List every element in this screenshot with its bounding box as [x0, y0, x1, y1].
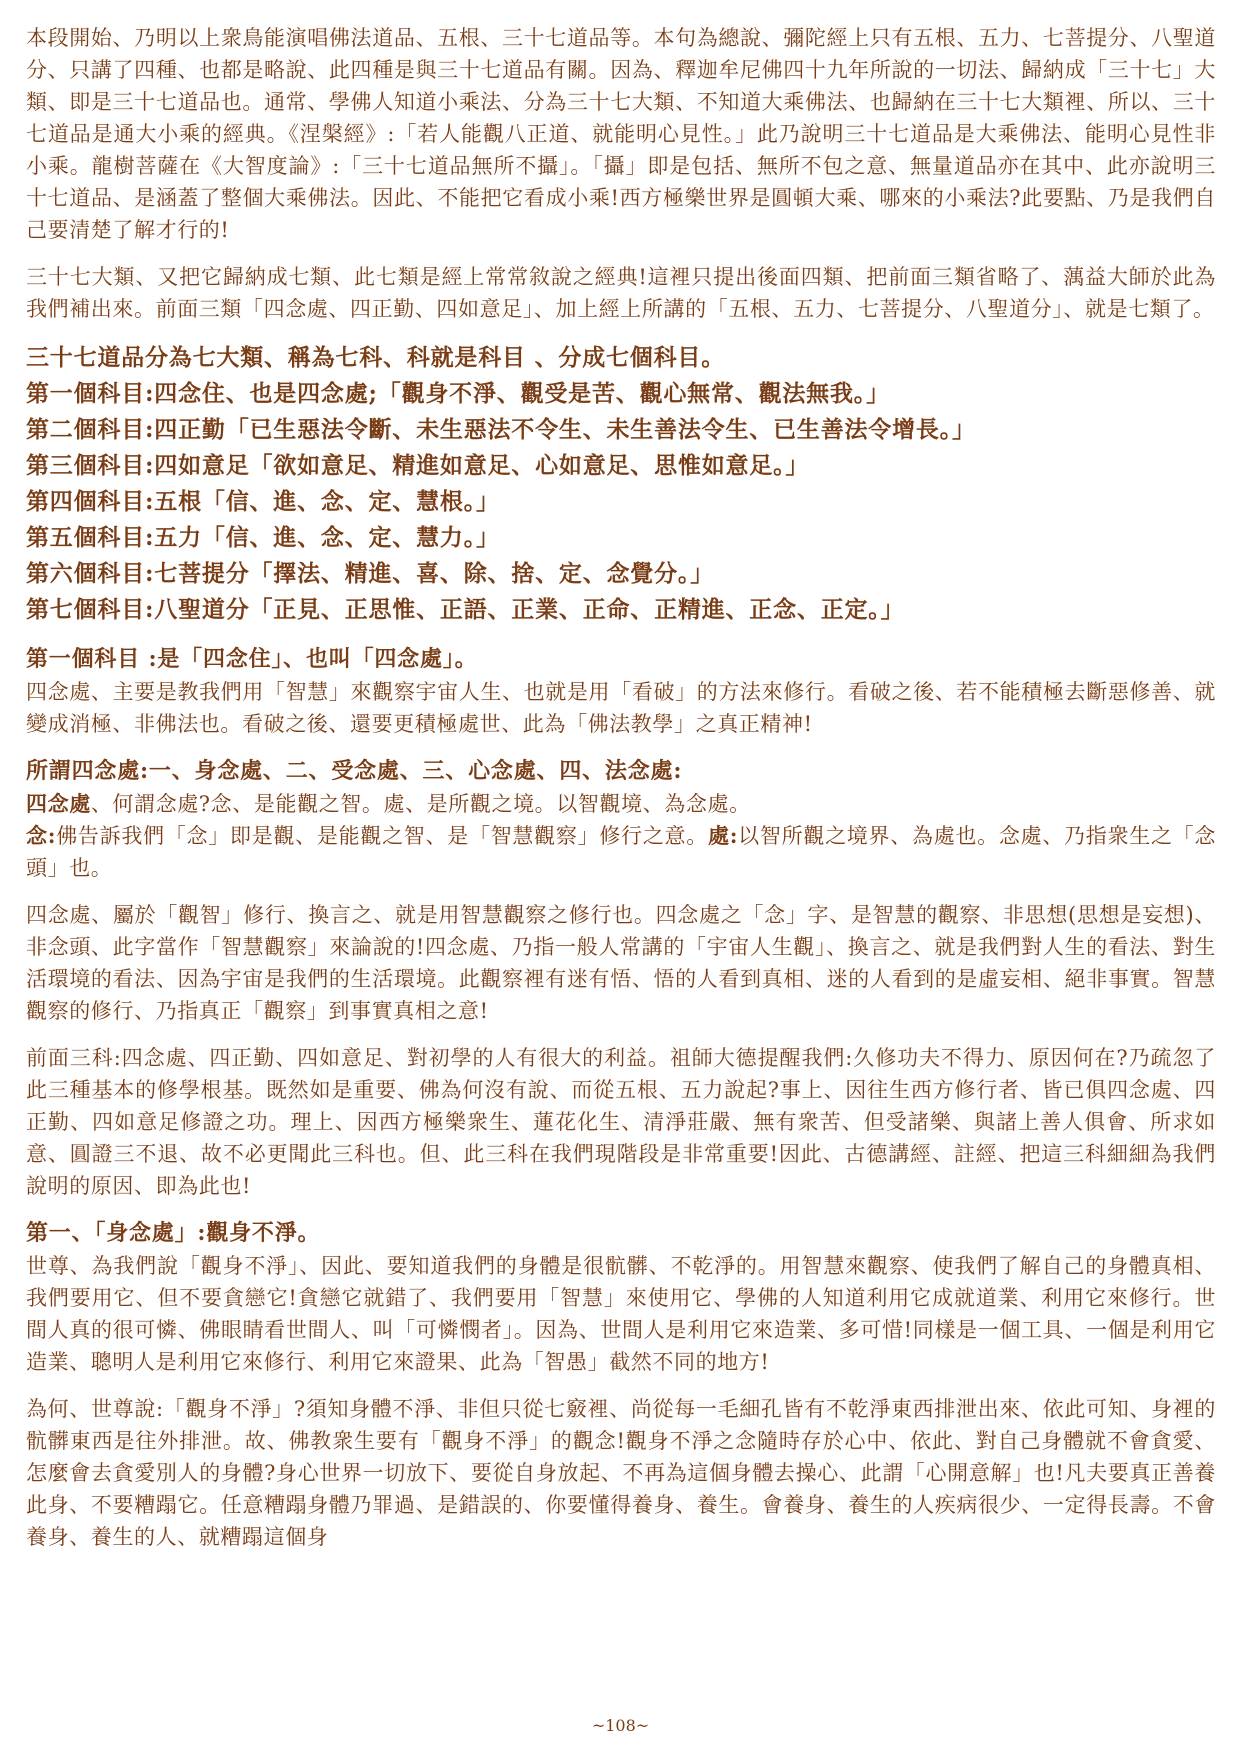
section-paragraph: 四念處、主要是教我們用「智慧」來觀察宇宙人生、也就是用「看破」的方法來修行。看破之後、若不能積極去斷惡修善、就變成消極、非佛法也。看破之後、還要更積極處世、此為「佛法教學」之真正精神!	[26, 680, 1216, 736]
document-body	[26, 22, 1216, 1553]
section-body-mindfulness	[26, 1217, 1216, 1378]
section-four-mindfulness	[26, 643, 1216, 740]
term-label: 四念處	[26, 791, 91, 816]
paragraph-wisdom-observation: 四念處、屬於「觀智」修行、換言之、就是用智慧觀察之修行也。四念處之「念」字、是智慧的觀察、非思想(思想是妄想)、非念頭、此字當作「智慧觀察」來論說的!四念處、乃指一般人常講的「宇宙人生觀」、換言之、就是我們對人生的看法、對生活環境的看法、因為宇宙是我們的生活環境。此觀察裡有迷有悟、悟的人看到真相、迷的人看到的是虛妄相、絕非事實。智慧觀察的修行、乃指真正「觀察」到事實真相之意!	[26, 903, 1216, 1023]
subject-7: 第七個科目:八聖道分「正見、正思惟、正語、正業、正命、正精進、正念、正定。」	[26, 596, 905, 623]
section-four-places	[26, 755, 1216, 884]
subject-1: 第一個科目:四念住、也是四念處;「觀身不淨、觀受是苦、觀心無常、觀法無我。」	[26, 380, 890, 407]
term-definition: 佛告訴我們「念」即是觀、是能觀之智、是「智慧觀察」修行之意。	[56, 824, 708, 848]
section-title: 所謂四念處:一、身念處、二、受念處、三、心念處、四、法念處:	[26, 758, 683, 784]
paragraph-intro: 本段開始、乃明以上衆鳥能演唱佛法道品、五根、三十七道品等。本句為總說、彌陀經上只有五根、五力、七菩提分、八聖道分、只講了四種、也都是略說、此四種是與三十七道品有關。因為、釋迦牟尼佛四十九年所說的一切法、歸納成「三十七」大類、即是三十七道品也。通常、學佛人知道小乘法、分為三十七大類、不知道大乘佛法、也歸納在三十七大類裡、所以、三十七道品是通大小乘的經典。《涅槃經》:「若人能觀八正道、就能明心見性。」此乃說明三十七道品是大乘佛法、能明心見性非小乘。龍樹菩薩在《大智度論》:「三十七道品無所不攝」。「攝」即是包括、無所不包之意、無量道品亦在其中、此亦說明三十七道品、是涵蓋了整個大乘佛法。因此、不能把它看成小乘!西方極樂世界是圓頓大乘、哪來的小乘法?此要點、乃是我們自己要清楚了解才行的!	[26, 26, 1216, 242]
subject-5: 第五個科目:五力「信、進、念、定、慧力。」	[26, 524, 500, 551]
seven-subjects-heading: 三十七道品分為七大類、稱為七科、科就是科目 、分成七個科目。	[26, 344, 726, 371]
term-label: 念:	[26, 823, 57, 848]
paragraph-seven-categories: 三十七大類、又把它歸納成七類、此七類是經上常常敘說之經典!這裡只提出後面四類、把前面三類省略了、蕅益大師於此為我們補出來。前面三類「四念處、四正勤、四如意足」、加上經上所講的「五根、五力、七菩提分、八聖道分」、就是七類了。	[26, 265, 1216, 321]
section-title: 第一、「身念處」:觀身不淨。	[26, 1220, 321, 1246]
paragraph-three-subjects: 前面三科:四念處、四正勤、四如意足、對初學的人有很大的利益。祖師大德提醒我們:久修功夫不得力、原因何在?乃疏忽了此三種基本的修學根基。既然如是重要、佛為何沒有說、而從五根、五力說起?事上、因往生西方修行者、皆已俱四念處、四正勤、四如意足修證之功。理上、因西方極樂衆生、蓮花化生、清淨莊嚴、無有衆苦、但受諸樂、與諸上善人俱會、所求如意、圓證三不退、故不必更聞此三科也。但、此三科在我們現階段是非常重要!因此、古德講經、註經、把這三科細細為我們說明的原因、即為此也!	[26, 1046, 1216, 1198]
term-definition: 以智所觀之境界、為處也。念處、乃指衆生之「念頭」也。	[26, 824, 1217, 880]
definition-line	[26, 820, 1216, 884]
seven-subjects-list	[26, 340, 1216, 628]
subject-3: 第三個科目:四如意足「欲如意足、精進如意足、心如意足、思惟如意足。」	[26, 452, 810, 479]
paragraph-impure-body: 為何、世尊說:「觀身不淨」?須知身體不淨、非但只從七竅裡、尚從每一毛細孔皆有不乾淨東西排泄出來、依此可知、身裡的骯髒東西是往外排泄。故、佛教衆生要有「觀身不淨」的觀念!觀身不淨之念隨時存於心中、依此、對自己身體就不會貪愛、怎麼會去貪愛別人的身體?身心世界一切放下、要從自身放起、不再為這個身體去操心、此謂「心開意解」也!凡夫要真正善養此身、不要糟蹋它。任意糟蹋身體乃罪過、是錯誤的、你要懂得養身、養生。會養身、養生的人疾病很少、一定得長壽。不會養身、養生的人、就糟蹋這個身	[26, 1397, 1216, 1549]
subject-2: 第二個科目:四正勤「已生惡法令斷、未生惡法不令生、未生善法令生、已生善法令增長。」	[26, 416, 976, 443]
term-definition: 、何謂念處?念、是能觀之智。處、是所觀之境。以智觀境、為念處。	[90, 792, 751, 816]
definition-line	[26, 788, 1216, 820]
section-paragraph: 世尊、為我們說「觀身不淨」、因此、要知道我們的身體是很骯髒、不乾淨的。用智慧來觀察、使我們了解自己的身體真相、我們要用它、但不要貪戀它!貪戀它就錯了、我們要用「智慧」來使用它、學佛的人知道利用它成就道業、利用它來修行。世間人真的很可憐、佛眼睛看世間人、叫「可憐憫者」。因為、世間人是利用它來造業、多可惜!同樣是一個工具、一個是利用它造業、聰明人是利用它來修行、利用它來證果、此為「智愚」截然不同的地方!	[26, 1254, 1216, 1374]
subject-4: 第四個科目:五根「信、進、念、定、慧根。」	[26, 488, 500, 515]
term-label: 處:	[707, 823, 739, 848]
section-title: 第一個科目 :是「四念住」、也叫「四念處」。	[26, 646, 478, 672]
page-number: ~108~	[591, 1716, 650, 1735]
subject-6: 第六個科目:七菩提分「擇法、精進、喜、除、捨、定、念覺分。」	[26, 560, 714, 587]
